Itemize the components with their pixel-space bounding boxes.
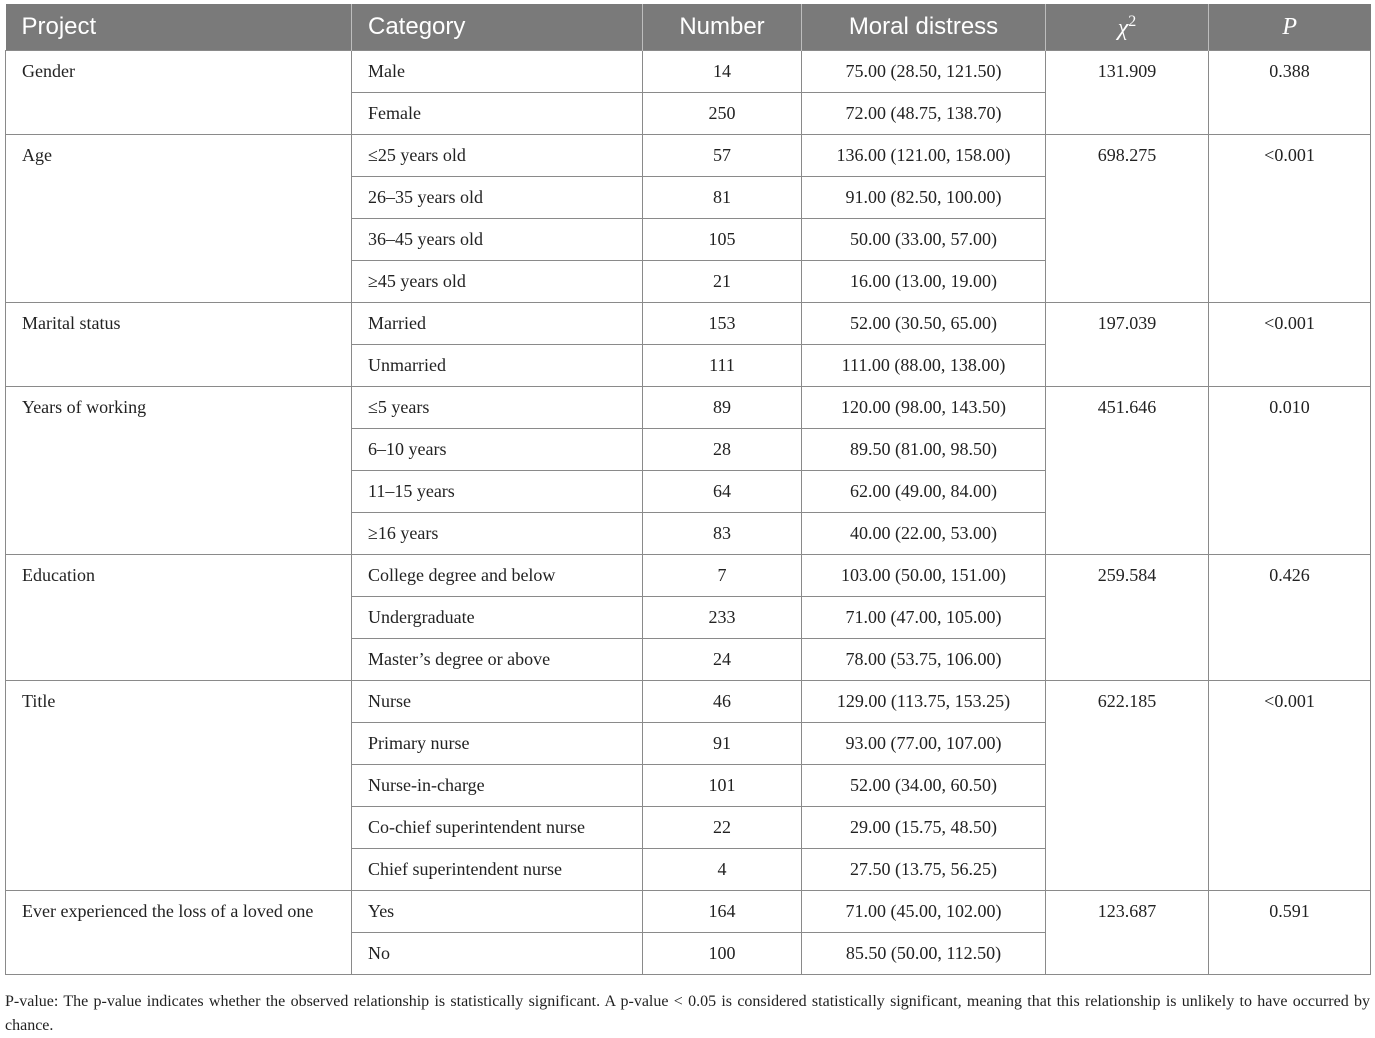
cell-number: 164 [643,891,802,933]
table-row [6,303,1371,345]
table-row [6,51,1371,93]
cell-number: 89 [643,387,802,429]
header-project: Project [6,4,352,51]
cell-category: Yes [352,891,643,933]
cell-moral-distress: 136.00 (121.00, 158.00) [802,135,1046,177]
cell-category: Female [352,93,643,135]
table-container [5,4,1370,975]
cell-category: Co-chief superintendent nurse [352,807,643,849]
cell-category: Master’s degree or above [352,639,643,681]
header-number: Number [643,4,802,51]
cell-p-value: 0.591 [1209,891,1371,975]
cell-category: Chief superintendent nurse [352,849,643,891]
header-p: P [1209,4,1371,51]
cell-chi-square: 698.275 [1046,135,1209,303]
cell-category: ≤5 years [352,387,643,429]
cell-moral-distress: 50.00 (33.00, 57.00) [802,219,1046,261]
cell-chi-square: 451.646 [1046,387,1209,555]
cell-moral-distress: 29.00 (15.75, 48.50) [802,807,1046,849]
cell-moral-distress: 93.00 (77.00, 107.00) [802,723,1046,765]
cell-moral-distress: 52.00 (34.00, 60.50) [802,765,1046,807]
cell-project: Title [6,681,352,891]
cell-category: ≤25 years old [352,135,643,177]
table-row [6,555,1371,597]
table-header [6,4,1371,51]
header-chi-square [1046,4,1209,51]
cell-number: 233 [643,597,802,639]
cell-category: College degree and below [352,555,643,597]
cell-category: No [352,933,643,975]
cell-category: Married [352,303,643,345]
cell-chi-square: 259.584 [1046,555,1209,681]
cell-category: Nurse [352,681,643,723]
cell-moral-distress: 52.00 (30.50, 65.00) [802,303,1046,345]
cell-number: 64 [643,471,802,513]
cell-chi-square: 622.185 [1046,681,1209,891]
table-footnote: P-value: The p-value indicates whether the observed relationship is statistically significant. A p-value < 0.05 is considered statistically significant, meaning that this relationship is unlikely to have occurred by chance. [5,993,1370,1034]
cell-category: Undergraduate [352,597,643,639]
cell-category: ≥45 years old [352,261,643,303]
cell-category: ≥16 years [352,513,643,555]
cell-moral-distress: 91.00 (82.50, 100.00) [802,177,1046,219]
cell-p-value: <0.001 [1209,135,1371,303]
cell-p-value: <0.001 [1209,303,1371,387]
moral-distress-table [5,4,1371,975]
cell-p-value: 0.388 [1209,51,1371,135]
cell-moral-distress: 103.00 (50.00, 151.00) [802,555,1046,597]
cell-chi-square: 131.909 [1046,51,1209,135]
cell-number: 101 [643,765,802,807]
cell-moral-distress: 75.00 (28.50, 121.50) [802,51,1046,93]
cell-moral-distress: 111.00 (88.00, 138.00) [802,345,1046,387]
cell-category: 26–35 years old [352,177,643,219]
cell-number: 7 [643,555,802,597]
table-row [6,681,1371,723]
cell-number: 100 [643,933,802,975]
cell-project: Age [6,135,352,303]
cell-number: 22 [643,807,802,849]
cell-moral-distress: 71.00 (47.00, 105.00) [802,597,1046,639]
cell-number: 21 [643,261,802,303]
table-row [6,891,1371,933]
cell-moral-distress: 40.00 (22.00, 53.00) [802,513,1046,555]
cell-number: 46 [643,681,802,723]
cell-moral-distress: 71.00 (45.00, 102.00) [802,891,1046,933]
cell-p-value: 0.010 [1209,387,1371,555]
cell-p-value: <0.001 [1209,681,1371,891]
chi-symbol: χ [1117,14,1129,41]
cell-moral-distress: 16.00 (13.00, 19.00) [802,261,1046,303]
cell-project: Gender [6,51,352,135]
header-category: Category [352,4,643,51]
cell-category: 6–10 years [352,429,643,471]
cell-chi-square: 197.039 [1046,303,1209,387]
cell-project: Ever experienced the loss of a loved one [6,891,352,975]
cell-number: 4 [643,849,802,891]
cell-chi-square: 123.687 [1046,891,1209,975]
table-row [6,135,1371,177]
cell-number: 81 [643,177,802,219]
cell-number: 28 [643,429,802,471]
cell-p-value: 0.426 [1209,555,1371,681]
cell-moral-distress: 120.00 (98.00, 143.50) [802,387,1046,429]
cell-number: 91 [643,723,802,765]
cell-number: 57 [643,135,802,177]
cell-project: Marital status [6,303,352,387]
cell-moral-distress: 27.50 (13.75, 56.25) [802,849,1046,891]
cell-number: 105 [643,219,802,261]
cell-category: 11–15 years [352,471,643,513]
cell-number: 14 [643,51,802,93]
cell-category: Primary nurse [352,723,643,765]
cell-number: 24 [643,639,802,681]
cell-project: Years of working [6,387,352,555]
cell-moral-distress: 62.00 (49.00, 84.00) [802,471,1046,513]
header-moral-distress: Moral distress [802,4,1046,51]
cell-category: Nurse-in-charge [352,765,643,807]
cell-moral-distress: 72.00 (48.75, 138.70) [802,93,1046,135]
chi-superscript: 2 [1128,12,1137,30]
table-body [6,51,1371,975]
cell-project: Education [6,555,352,681]
cell-number: 83 [643,513,802,555]
cell-category: 36–45 years old [352,219,643,261]
cell-number: 250 [643,93,802,135]
cell-moral-distress: 89.50 (81.00, 98.50) [802,429,1046,471]
cell-category: Unmarried [352,345,643,387]
cell-moral-distress: 78.00 (53.75, 106.00) [802,639,1046,681]
table-row [6,387,1371,429]
cell-number: 111 [643,345,802,387]
cell-moral-distress: 129.00 (113.75, 153.25) [802,681,1046,723]
cell-moral-distress: 85.50 (50.00, 112.50) [802,933,1046,975]
cell-category: Male [352,51,643,93]
cell-number: 153 [643,303,802,345]
